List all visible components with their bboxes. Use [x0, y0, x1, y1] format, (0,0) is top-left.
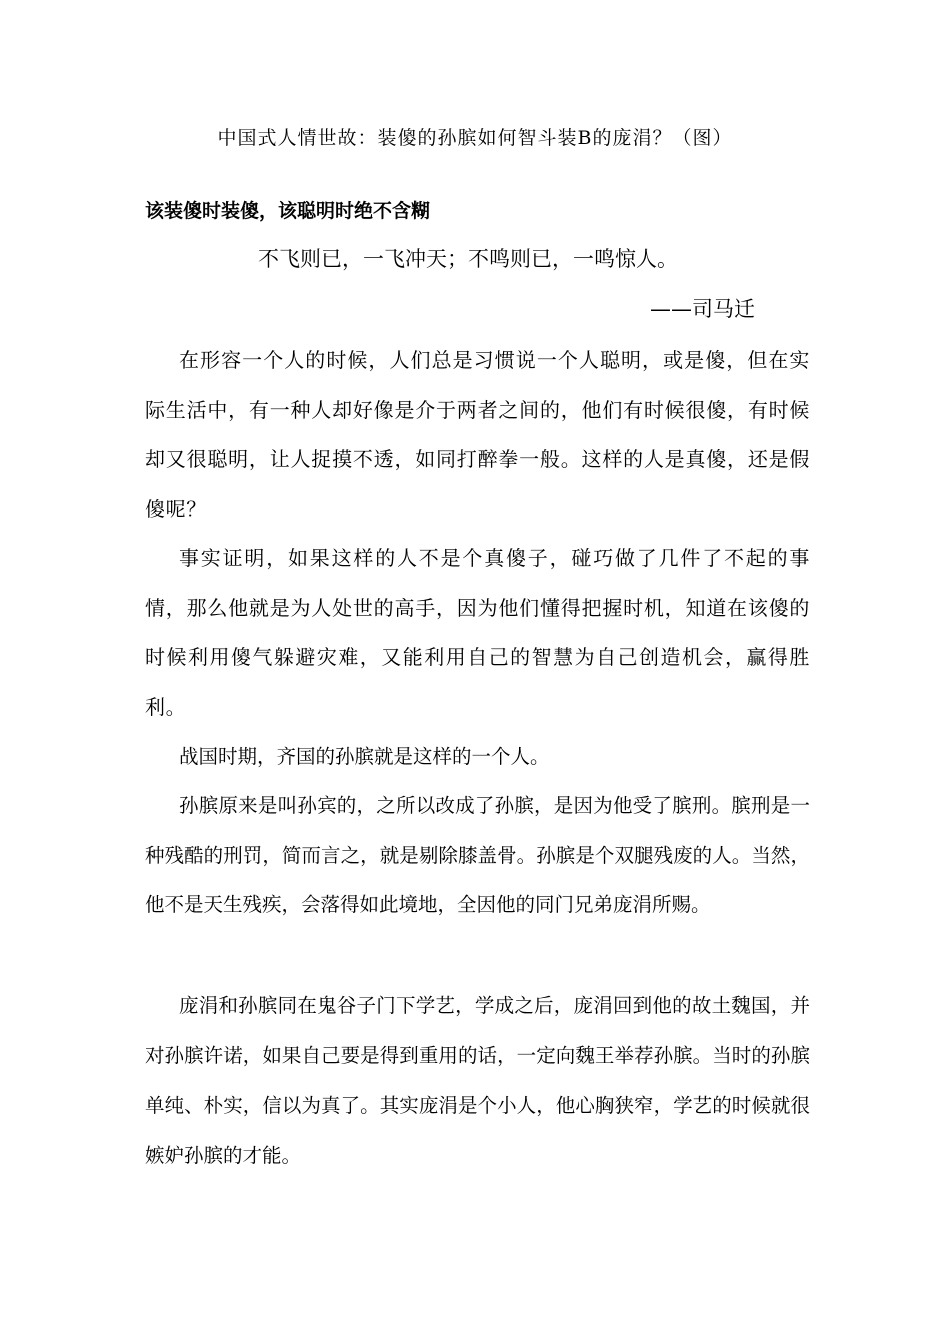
epigraph-quote: 不飞则已，一飞冲天；不鸣则已，一鸣惊人。 [258, 247, 678, 271]
body-paragraph-2: 事实证明，如果这样的人不是个真傻子，碰巧做了几件了不起的事情，那么他就是为人处世的高手，因为他们懂得把握时机，知道在该傻的时候利用傻气躲避灾难，又能利用自己的智慧为自己创造机会，赢得胜利。 [145, 546, 810, 719]
document-title: 中国式人情世故：装傻的孙膑如何智斗装B的庞涓？（图） [217, 127, 733, 149]
epigraph-attribution: ——司马迁 [650, 297, 755, 321]
body-paragraph-1: 在形容一个人的时候，人们总是习惯说一个人聪明，或是傻，但在实际生活中，有一种人却好像是介于两者之间的，他们有时候很傻，有时候却又很聪明，让人捉摸不透，如同打醉拳一般。这样的人是真傻，还是假傻呢？ [145, 348, 810, 521]
body-paragraph-3: 战国时期，齐国的孙膑就是这样的一个人。 [179, 745, 550, 768]
document-subtitle: 该装傻时装傻，该聪明时绝不含糊 [145, 200, 431, 222]
body-paragraph-5: 庞涓和孙膑同在鬼谷子门下学艺，学成之后，庞涓回到他的故土魏国，并对孙膑许诺，如果自己要是得到重用的话，一定向魏王举荐孙膑。当时的孙膑单纯、朴实，信以为真了。其实庞涓是个小人，他心胸狭窄，学艺的时候就很嫉妒孙膑的才能。 [145, 994, 810, 1167]
body-paragraph-4: 孙膑原来是叫孙宾的，之所以改成了孙膑，是因为他受了膑刑。膑刑是一种残酷的刑罚，简而言之，就是剔除膝盖骨。孙膑是个双腿残废的人。当然，他不是天生残疾，会落得如此境地，全因他的同门兄弟庞涓所赐。 [145, 794, 810, 916]
